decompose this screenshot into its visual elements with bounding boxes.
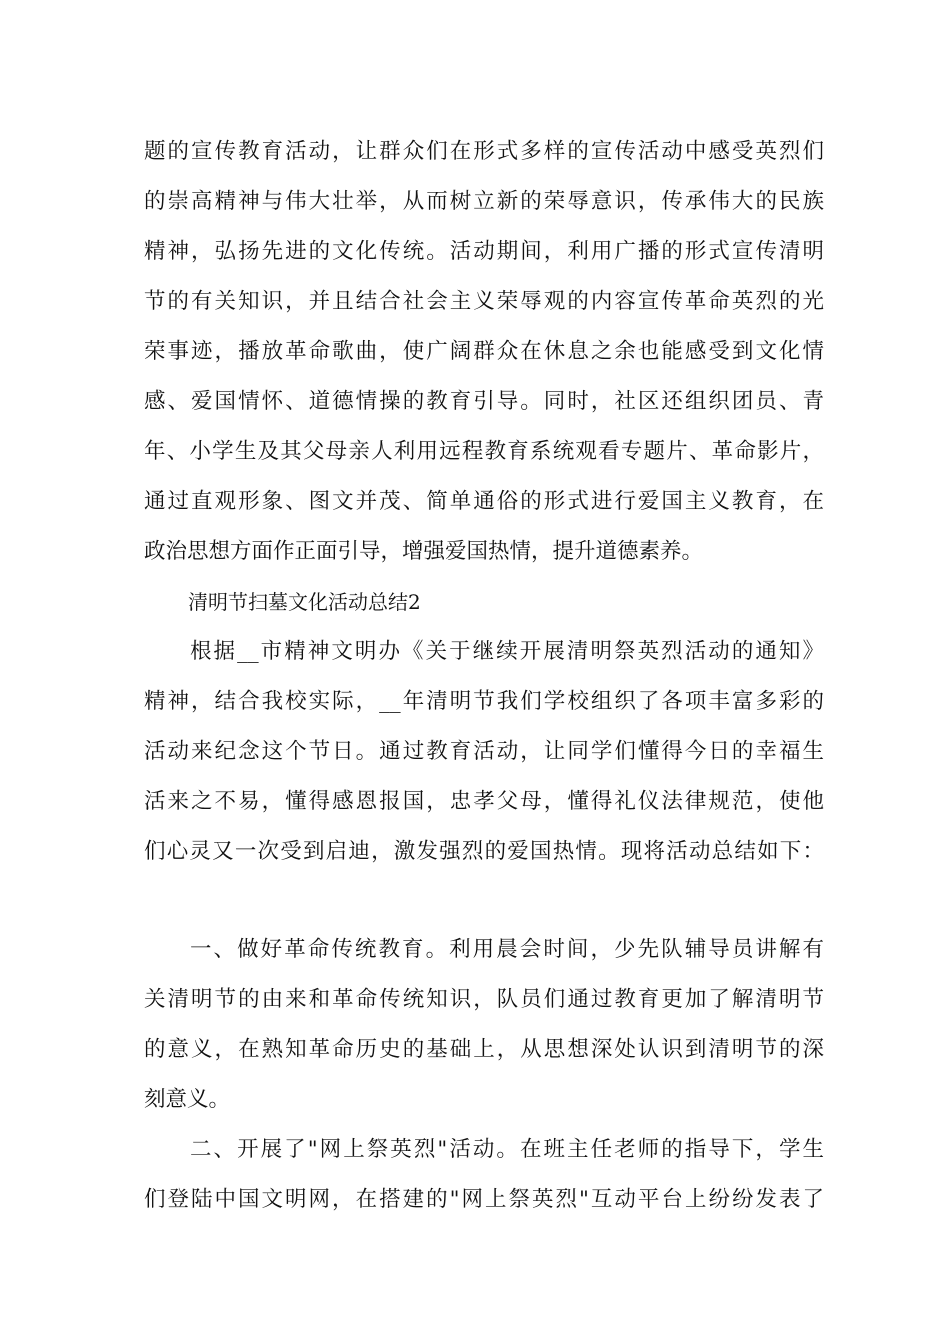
paragraph-line: 政治思想方面作正面引导，增强爱国热情，提升道德素养。 [144, 539, 704, 564]
paragraph-line: 关清明节的由来和革命传统知识，队员们通过教育更加了解清明节 [144, 987, 824, 1012]
paragraph-line: 活动来纪念这个节日。通过教育活动，让同学们懂得今日的幸福生 [144, 739, 824, 764]
paragraph-line: 一、做好革命传统教育。利用晨会时间，少先队辅导员讲解有 [190, 937, 824, 962]
paragraph-line: 二、开展了"网上祭英烈"活动。在班主任老师的指导下，学生 [190, 1137, 824, 1162]
paragraph-line: 精神，弘扬先进的文化传统。活动期间，利用广播的形式宣传清明 [144, 239, 824, 264]
paragraph-line: 通过直观形象、图文并茂、简单通俗的形式进行爱国主义教育，在 [144, 489, 824, 514]
paragraph-line: 活来之不易，懂得感恩报国，忠孝父母，懂得礼仪法律规范，使他 [144, 789, 824, 814]
section-heading: 清明节扫墓文化活动总结2 [188, 590, 421, 614]
paragraph-line: 们心灵又一次受到启迪，激发强烈的爱国热情。现将活动总结如下： [144, 839, 824, 864]
paragraph-line: 刻意义。 [144, 1087, 231, 1112]
paragraph-line: 根据__市精神文明办《关于继续开展清明祭英烈活动的通知》 [190, 639, 824, 664]
paragraph-line: 感、爱国情怀、道德情操的教育引导。同时，社区还组织团员、青 [144, 389, 824, 414]
paragraph-line: 精神，结合我校实际，__年清明节我们学校组织了各项丰富多彩的 [144, 689, 824, 714]
paragraph-line: 的崇高精神与伟大壮举，从而树立新的荣辱意识，传承伟大的民族 [144, 189, 824, 214]
paragraph-line: 荣事迹，播放革命歌曲，使广阔群众在休息之余也能感受到文化情 [144, 339, 824, 364]
paragraph-line: 的意义，在熟知革命历史的基础上，从思想深处认识到清明节的深 [144, 1037, 824, 1062]
paragraph-line: 年、小学生及其父母亲人利用远程教育系统观看专题片、革命影片， [144, 439, 824, 464]
paragraph-line: 题的宣传教育活动，让群众们在形式多样的宣传活动中感受英烈们 [144, 139, 824, 164]
paragraph-line: 节的有关知识，并且结合社会主义荣辱观的内容宣传革命英烈的光 [144, 289, 824, 314]
paragraph-line: 们登陆中国文明网，在搭建的"网上祭英烈"互动平台上纷纷发表了 [144, 1187, 824, 1212]
